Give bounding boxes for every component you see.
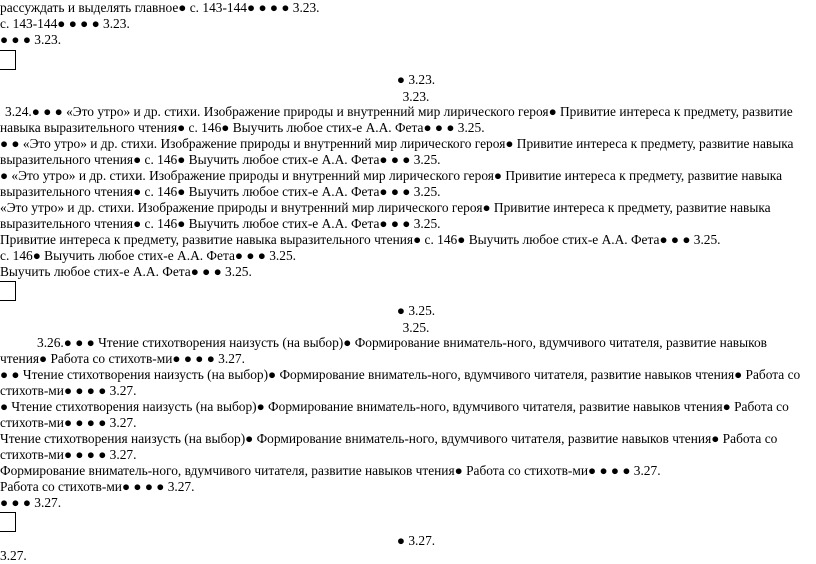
- checkbox-placeholder: [0, 512, 16, 532]
- text-line: чтения● Работа со стихотв-ми● ● ● ● 3.27.: [0, 351, 245, 366]
- text-line: ● 3.23.: [396, 72, 436, 87]
- text-line: ● ● ● 3.27.: [0, 495, 62, 510]
- text-line: 3.25.: [402, 320, 430, 335]
- text-line: Формирование вниматель-ного, вдумчивого читателя, развитие навыков чтения● Работа со стихотв-ми● ● ● ● 3.27.: [0, 463, 661, 478]
- text-line: с. 146● Выучить любое стих-е А.А. Фета● ● ● 3.25.: [0, 248, 296, 263]
- text-line: 3.27.: [0, 548, 27, 563]
- text-line: 3.26.● ● ● Чтение стихотворения наизусть (на выбор)● Формирование вниматель-ного, вдумчивого читателя, развитие навыков: [37, 335, 767, 350]
- text-line: выразительного чтения● с. 146● Выучить любое стих-е А.А. Фета● ● ● 3.25.: [0, 152, 441, 167]
- text-line: ● Чтение стихотворения наизусть (на выбор)● Формирование вниматель-ного, вдумчивого читателя, развитие навыков чтения● Работа со: [0, 399, 789, 414]
- text-line: стихотв-ми● ● ● ● 3.27.: [0, 447, 137, 462]
- text-line: выразительного чтения● с. 146● Выучить любое стих-е А.А. Фета● ● ● 3.25.: [0, 216, 441, 231]
- text-line: Выучить любое стих-е А.А. Фета● ● ● 3.25.: [0, 264, 252, 279]
- text-line: ● ● Чтение стихотворения наизусть (на выбор)● Формирование вниматель-ного, вдумчивого читателя, развитие навыков чтения● Работа со: [0, 367, 801, 382]
- text-line: ● 3.25.: [396, 303, 436, 318]
- text-line: 3.23.: [402, 89, 430, 104]
- text-line: с. 143-144● ● ● ● 3.23.: [0, 16, 130, 31]
- checkbox-placeholder: [0, 281, 16, 301]
- text-line: навыка выразительного чтения● с. 146● Выучить любое стих-е А.А. Фета● ● ● 3.25.: [0, 120, 485, 135]
- text-line: ● ● «Это утро» и др. стихи. Изображение природы и внутренний мир лирического героя● Привитие интереса к предмету, развитие навыка: [0, 136, 794, 151]
- checkbox-placeholder: [0, 50, 16, 70]
- text-line: стихотв-ми● ● ● ● 3.27.: [0, 383, 137, 398]
- text-line: стихотв-ми● ● ● ● 3.27.: [0, 415, 137, 430]
- text-line: ● «Это утро» и др. стихи. Изображение природы и внутренний мир лирического героя● Привитие интереса к предмету, развитие навыка: [0, 168, 783, 183]
- text-line: Работа со стихотв-ми● ● ● ● 3.27.: [0, 479, 195, 494]
- text-line: ● 3.27.: [396, 533, 436, 548]
- text-line: «Это утро» и др. стихи. Изображение природы и внутренний мир лирического героя● Привитие интереса к предмету, развитие навыка: [0, 200, 771, 215]
- text-line: Привитие интереса к предмету, развитие навыка выразительного чтения● с. 146● Выучить любое стих-е А.А. Фета● ● ● 3.25.: [0, 232, 721, 247]
- text-line: рассуждать и выделять главное● с. 143-144● ● ● ● 3.23.: [0, 0, 320, 15]
- text-line: 3.24.● ● ● «Это утро» и др. стихи. Изображение природы и внутренний мир лирического героя● Привитие интереса к предмету, развитие: [5, 104, 793, 119]
- text-line: ● ● ● 3.23.: [0, 32, 62, 47]
- text-line: выразительного чтения● с. 146● Выучить любое стих-е А.А. Фета● ● ● 3.25.: [0, 184, 441, 199]
- text-line: Чтение стихотворения наизусть (на выбор)● Формирование вниматель-ного, вдумчивого читателя, развитие навыков чтения● Работа со: [0, 431, 778, 446]
